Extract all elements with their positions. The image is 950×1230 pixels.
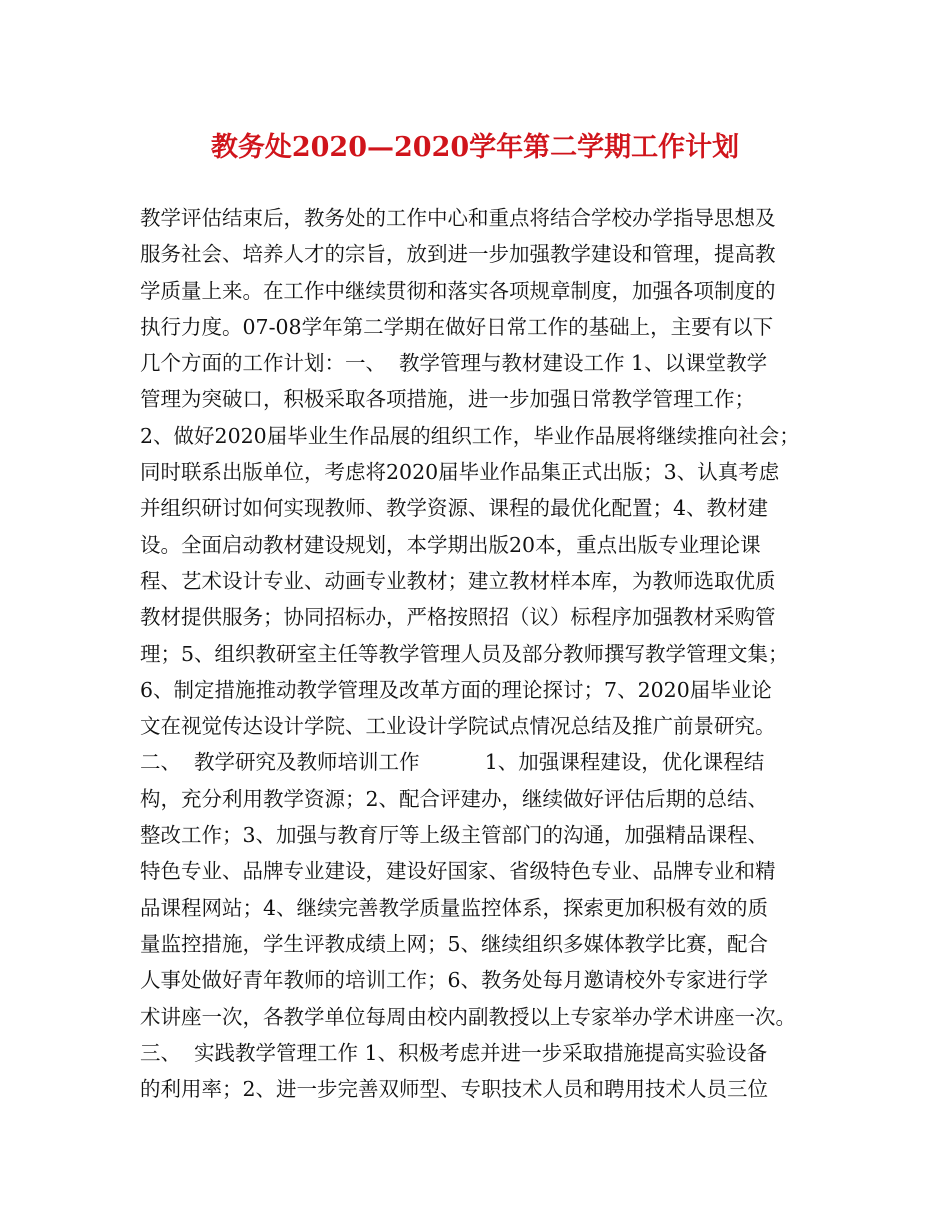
body-line: 构，充分利用教学资源；2、配合评建办，继续做好评估后期的总结、: [140, 786, 769, 811]
body-line: 学质量上来。在工作中继续贯彻和落实各项规章制度，加强各项制度的: [140, 278, 776, 303]
body-line: 设。全面启动教材建设规划，本学期出版20本，重点出版专业理论课: [140, 532, 761, 557]
body-line: 文在视觉传达设计学院、工业设计学院试点情况总结及推广前景研究。: [140, 714, 776, 739]
body-line: 品课程网站；4、继续完善教学质量监控体系，探索更加积极有效的质: [140, 895, 769, 920]
body-line: 二、 教学研究及教师培训工作 1、加强课程建设，优化课程结: [140, 750, 765, 775]
body-line: 6、制定措施推动教学管理及改革方面的理论探讨；7、2020届毕业论: [140, 677, 772, 702]
body-line: 执行力度。07-08学年第二学期在做好日常工作的基础上，主要有以下: [140, 314, 774, 339]
body-line: 几个方面的工作计划：一、 教学管理与教材建设工作 1、以课堂教学: [140, 351, 768, 376]
body-line: 整改工作；3、加强与教育厅等上级主管部门的沟通，加强精品课程、: [140, 823, 769, 848]
body-line: 特色专业、品牌专业建设，建设好国家、省级特色专业、品牌专业和精: [140, 859, 776, 884]
body-line: 的利用率；2、进一步完善双师型、专职技术人员和聘用技术人员三位: [140, 1077, 769, 1102]
body-line: 管理为突破口，积极采取各项措施，进一步加强日常教学管理工作；: [140, 387, 755, 412]
body-line: 教学评估结束后，教务处的工作中心和重点将结合学校办学指导思想及: [140, 206, 776, 230]
body-line: 教材提供服务；协同招标办，严格按照招（议）标程序加强教材采购管: [140, 605, 776, 630]
body-line: 并组织研讨如何实现教师、教学资源、课程的最优化配置；4、教材建: [140, 496, 769, 521]
body-line: 同时联系出版单位，考虑将2020届毕业作品集正式出版；3、认真考虑: [140, 460, 780, 485]
document-body: [140, 200, 830, 1107]
body-line: 三、 实践教学管理工作 1、积极考虑并进一步采取措施提高实验设备: [140, 1040, 768, 1065]
body-line: 术讲座一次，各教学单位每周由校内副教授以上专家举办学术讲座一次。: [140, 1004, 796, 1029]
body-line: 服务社会、培养人才的宗旨，放到进一步加强教学建设和管理，提高教: [140, 242, 776, 267]
body-line: 人事处做好青年教师的培训工作；6、教务处每月邀请校外专家进行学: [140, 968, 769, 993]
body-line: 2、做好2020届毕业生作品展的组织工作，毕业作品展将继续推向社会；: [140, 423, 800, 448]
body-line: 程、艺术设计专业、动画专业教材；建立教材样本库，为教师选取优质: [140, 568, 776, 593]
document-title: 教务处2020—2020学年第二学期工作计划: [210, 132, 740, 163]
body-line: 量监控措施，学生评教成绩上网；5、继续组织多媒体教学比赛，配合: [140, 931, 769, 956]
body-line: 理；5、组织教研室主任等教学管理人员及部分教师撰写教学管理文集；: [140, 641, 789, 666]
